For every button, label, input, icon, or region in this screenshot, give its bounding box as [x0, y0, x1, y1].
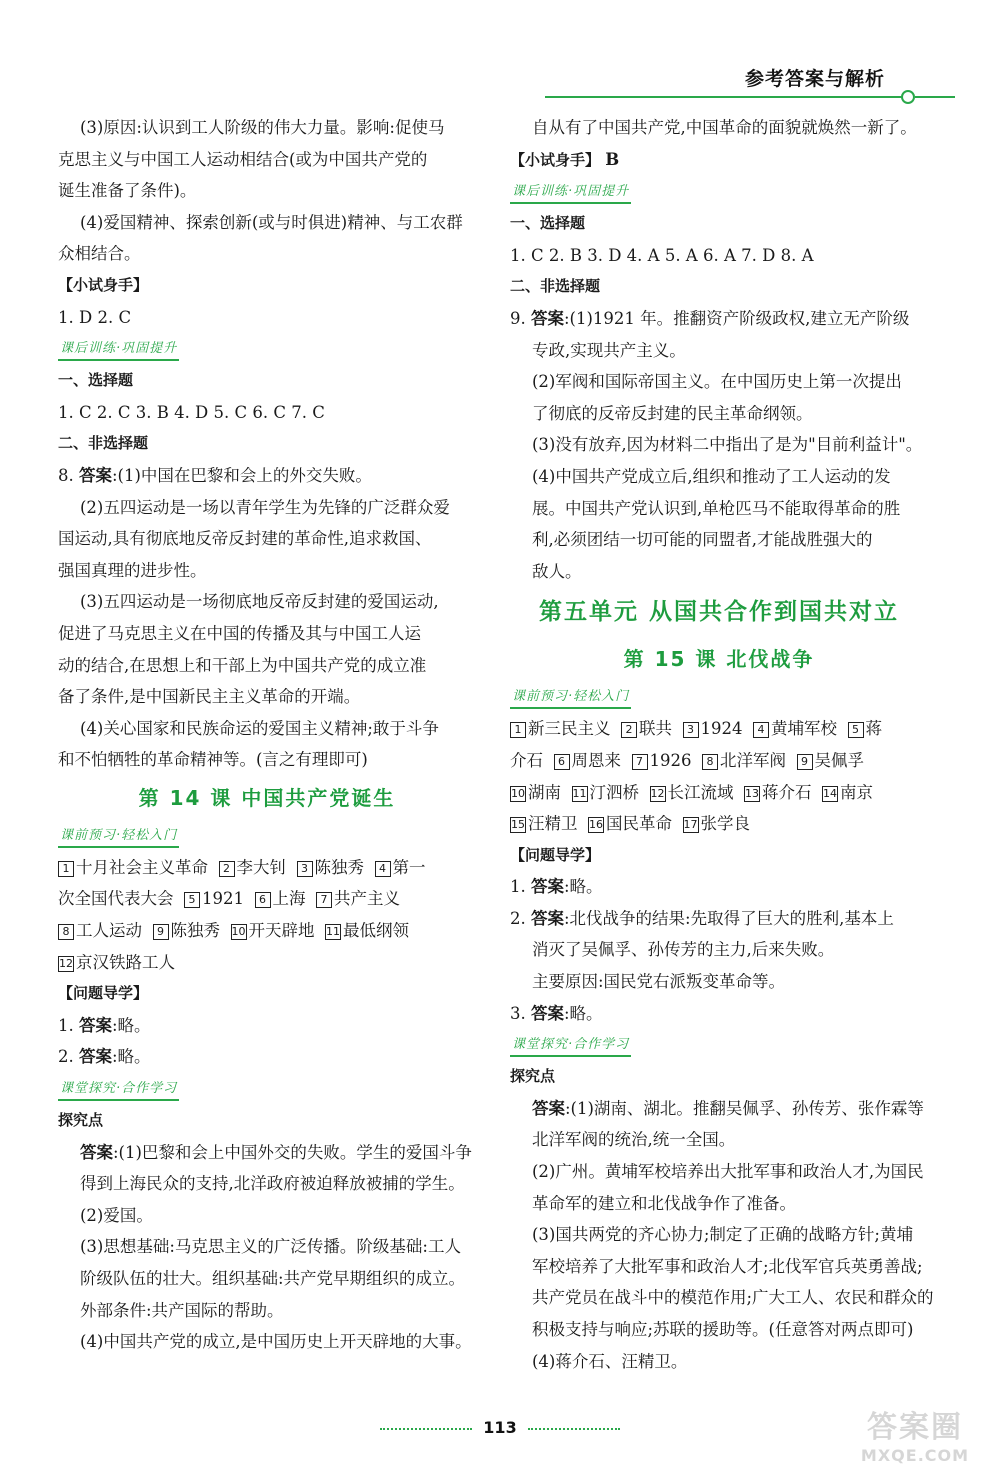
section-label: 一、选择题	[510, 214, 586, 233]
question-number: 8.	[58, 465, 79, 485]
fill-answer: 国民革命	[606, 814, 672, 834]
section-label: 二、非选择题	[58, 434, 149, 453]
text-line: 军校培养了大批军事和政治人才;北伐军官兵英勇善战;	[532, 1256, 923, 1276]
text-line: 促进了马克思主义在中国的传播及其与中国工人运	[58, 623, 421, 643]
answer-word: 答案	[79, 465, 112, 485]
answer-word: 答案	[532, 1098, 565, 1118]
fill-answer: 蒋介石	[762, 782, 812, 802]
footer-dots	[528, 1428, 620, 1430]
text-line: 利,必须团结一切可能的同盟者,才能战胜强大的	[532, 530, 873, 550]
answer-line	[510, 1093, 928, 1125]
text-line: (4)关心国家和民族命运的爱国主义精神;敢于斗争	[80, 718, 439, 738]
answer-text: :(1)湖南、湖北。推翻吴佩孚、孙传芳、张作霖等	[565, 1098, 924, 1118]
number-box: 9	[153, 924, 169, 940]
answer-text: :略。	[564, 877, 603, 897]
text-line: (4)中国共产党成立后,组织和推动了工人运动的发	[532, 466, 891, 486]
fill-answer: 黄埔军校	[771, 719, 837, 739]
number-box: 8	[58, 924, 74, 940]
fill-line	[510, 777, 928, 809]
number-box: 11	[572, 786, 587, 800]
text-line: 众相结合。	[58, 244, 141, 264]
text-line: 北洋军阀的统治,统一全国。	[532, 1130, 736, 1150]
fill-answer: 吴佩孚	[814, 750, 864, 770]
fill-answer: 北洋军阀	[720, 750, 786, 770]
number-box: 6	[255, 892, 271, 908]
text-line: 国运动,具有彻底地反帝反封建的革命性,追求救国、	[58, 529, 432, 549]
answer-text: :(1)中国在巴黎和会上的外交失败。	[112, 465, 372, 485]
section-label: 【小试身手】	[58, 275, 149, 294]
answer-line	[510, 998, 928, 1030]
right-column	[510, 112, 934, 1377]
section-label: 一、选择题	[58, 371, 134, 390]
answer-word: 答案	[80, 1142, 113, 1162]
text-line: (4)爱国精神、探索创新(或与时俱进)精神、与工农群	[80, 212, 463, 232]
number-box: 4	[753, 722, 769, 738]
answer-word: 答案	[531, 1003, 564, 1023]
text-line: 强国真理的进步性。	[58, 560, 207, 580]
number-box: 10	[231, 925, 246, 939]
text-line: 备了条件,是中国新民主主义革命的开端。	[58, 687, 361, 707]
fill-answer: 长江流域	[667, 782, 734, 802]
text-line: 消灭了吴佩孚、孙传芳的主力,后来失败。	[532, 940, 835, 960]
number-box: 3	[297, 861, 313, 877]
number-box: 5	[184, 892, 200, 908]
section-label: 探究点	[510, 1067, 556, 1086]
answer-line	[58, 1010, 476, 1042]
fill-answer: 李大钊	[236, 857, 286, 877]
fill-answer: 开天辟地	[248, 921, 315, 941]
left-column	[58, 112, 476, 1358]
fill-answer: 新三民主义	[528, 719, 611, 739]
answer-line	[510, 303, 928, 335]
answer-line	[510, 144, 928, 177]
text-line: 得到上海民众的支持,北洋政府被迫释放被捕的学生。	[80, 1174, 465, 1194]
text-line: 自从有了中国共产党,中国革命的面貌就焕然一新了。	[532, 118, 917, 137]
section-label: 探究点	[58, 1111, 104, 1130]
text-line: 了彻底的反帝反封建的民主革命纲领。	[532, 403, 813, 423]
answer-text: :略。	[112, 1015, 151, 1035]
fill-answer: 十月社会主义革命	[76, 857, 208, 877]
number-box: 2	[621, 722, 637, 738]
fill-answer: 介石	[510, 750, 543, 770]
fill-line	[58, 883, 476, 915]
question-number: 2.	[510, 908, 531, 928]
fill-answer: 1921	[202, 889, 244, 909]
text-line: 克思主义与中国工人运动相结合(或为中国共产党的	[58, 149, 428, 169]
page-number: 113	[483, 1418, 517, 1437]
answer-word: 答案	[79, 1015, 112, 1035]
text-line: 共产党员在战斗中的模范作用;广大工人、农民和群众的	[532, 1288, 934, 1308]
answer-line: 1. D 2. C	[58, 307, 132, 327]
number-box: 1	[58, 861, 74, 877]
question-number: 9.	[510, 308, 531, 328]
text-line: (3)国共两党的齐心协力;制定了正确的战略方针;黄埔	[532, 1225, 913, 1245]
fill-answer: 次全国代表大会	[58, 889, 174, 909]
fill-answer: 湖南	[528, 782, 561, 802]
header-circle-icon	[901, 90, 915, 104]
answer-word: 答案	[531, 877, 564, 897]
text-line: 阶级队伍的壮大。组织基础:共产党早期组织的成立。	[80, 1269, 466, 1288]
answer-line	[510, 903, 928, 935]
fill-answer: 最低纲领	[343, 921, 409, 941]
header-rule	[545, 96, 905, 98]
section-label: 二、非选择题	[510, 277, 601, 296]
header-title: 参考答案与解析	[744, 68, 885, 90]
fill-line	[510, 808, 928, 840]
answer-text: :(1)巴黎和会上中国外交的失败。学生的爱国斗争	[113, 1142, 472, 1162]
number-box: 2	[219, 861, 235, 877]
number-box: 7	[316, 892, 332, 908]
answer-text: B	[605, 149, 620, 169]
answer-line: 1. C 2. B 3. D 4. A 5. A 6. A 7. D 8. A	[510, 245, 814, 265]
answer-word: 答案	[79, 1047, 112, 1067]
section-tag: 课前预习·轻松入门	[510, 687, 631, 709]
question-number: 3.	[510, 1003, 531, 1023]
section-tag: 课后训练·巩固提升	[510, 182, 631, 204]
answer-line	[58, 1041, 476, 1073]
fill-answer: 上海	[272, 889, 306, 909]
text-line: 诞生准备了条件)。	[58, 181, 197, 201]
number-box: 12	[650, 786, 665, 800]
number-box: 16	[589, 818, 603, 832]
question-number: 1.	[510, 877, 531, 897]
number-box: 15	[511, 818, 525, 832]
fill-line	[58, 915, 476, 947]
number-box: 17	[683, 818, 698, 832]
answer-line	[510, 871, 928, 903]
answer-word: 答案	[531, 908, 564, 928]
question-number: 1.	[58, 1015, 79, 1035]
section-label: 【问题导学】	[510, 845, 601, 864]
fill-answer: 张学良	[700, 814, 750, 834]
fill-answer: 周恩来	[571, 750, 621, 770]
fill-line	[58, 852, 476, 884]
answer-text: :北伐战争的结果:先取得了巨大的胜利,基本上	[564, 908, 894, 928]
text-line: 外部条件:共产国际的帮助。	[80, 1300, 284, 1320]
number-box: 11	[326, 925, 340, 939]
text-line: 敌人。	[532, 561, 582, 581]
watermark-bottom: MXQE.COM	[860, 1446, 970, 1465]
number-box: 12	[59, 956, 73, 970]
question-number: 2.	[58, 1047, 79, 1067]
page-footer	[380, 1414, 620, 1444]
fill-answer: 工人运动	[76, 921, 142, 941]
text-line: (2)军阀和国际帝国主义。在中国历史上第一次提出	[532, 372, 902, 392]
text-line: 专政,实现共产主义。	[532, 340, 686, 360]
section-tag: 课堂探究·合作学习	[58, 1079, 179, 1101]
text-line: (4)中国共产党的成立,是中国历史上开天辟地的大事。	[80, 1332, 472, 1352]
lesson-title: 第 15 课 北伐战争	[623, 647, 815, 672]
fill-answer: 联共	[639, 719, 672, 739]
section-tag: 课堂探究·合作学习	[510, 1035, 631, 1057]
text-line: (3)思想基础:马克思主义的广泛传播。阶级基础:工人	[80, 1237, 461, 1257]
fill-answer: 陈独秀	[314, 857, 364, 877]
number-box: 7	[632, 754, 648, 770]
number-box: 3	[683, 722, 699, 738]
text-line: (2)广州。黄埔军校培养出大批军事和政治人才,为国民	[532, 1162, 924, 1182]
header-rule-tail	[915, 96, 955, 98]
text-line: 展。中国共产党认识到,单枪匹马不能取得革命的胜	[532, 498, 901, 518]
answer-word: 答案	[531, 308, 564, 328]
section-tag: 课后训练·巩固提升	[58, 339, 179, 361]
fill-answer: 京汉铁路工人	[76, 952, 175, 972]
text-line: 主要原因:国民党右派叛变革命等。	[532, 972, 786, 992]
text-line: 和不怕牺牲的革命精神等。(言之有理即可)	[58, 750, 368, 770]
text-line: (3)原因:认识到工人阶级的伟大力量。影响:促使马	[80, 118, 445, 137]
number-box: 4	[375, 861, 391, 877]
fill-answer: 共产主义	[334, 889, 400, 909]
answer-line: 1. C 2. C 3. B 4. D 5. C 6. C 7. C	[58, 402, 325, 422]
fill-answer: 南京	[840, 782, 873, 802]
text-line: 积极支持与响应;苏联的援助等。(任意答对两点即可)	[532, 1320, 914, 1339]
number-box: 9	[797, 754, 813, 770]
answer-text: :(1)1921 年。推翻资产阶级政权,建立无产阶级	[564, 308, 910, 328]
number-box: 10	[511, 786, 525, 800]
text-line: (4)蒋介石、汪精卫。	[532, 1351, 688, 1371]
fill-answer: 1926	[649, 750, 692, 770]
text-line: 革命军的建立和北伐战争作了准备。	[532, 1193, 796, 1213]
number-box: 14	[823, 786, 837, 800]
section-label: 【小试身手】	[510, 150, 601, 169]
footer-dots	[380, 1428, 472, 1430]
watermark-top: 答案圈	[867, 1410, 963, 1445]
answer-text: :略。	[564, 1003, 603, 1023]
text-line: (2)爱国。	[80, 1205, 153, 1225]
number-box: 13	[745, 786, 759, 800]
text-line: 动的结合,在思想上和干部上为中国共产党的成立准	[58, 655, 427, 675]
fill-line	[510, 745, 928, 777]
fill-answer: 汪精卫	[528, 814, 578, 834]
watermark-logo	[845, 1410, 985, 1474]
section-label: 【问题导学】	[58, 984, 149, 1003]
fill-answer: 汀泗桥	[589, 782, 639, 802]
page-header	[545, 58, 955, 102]
fill-answer: 陈独秀	[170, 921, 220, 941]
text-line: (3)五四运动是一场彻底地反帝反封建的爱国运动,	[80, 592, 439, 612]
unit-title: 第五单元 从国共合作到国共对立	[538, 599, 899, 626]
number-box: 6	[554, 754, 570, 770]
answer-text: :略。	[112, 1047, 151, 1067]
fill-line	[510, 713, 928, 745]
section-tag: 课前预习·轻松入门	[58, 826, 179, 848]
number-box: 8	[702, 754, 718, 770]
number-box: 5	[848, 722, 864, 738]
fill-answer: 第一	[392, 857, 426, 877]
answer-line	[58, 460, 476, 492]
fill-answer: 1924	[700, 719, 743, 739]
fill-line	[58, 947, 476, 979]
fill-answer: 蒋	[865, 719, 882, 739]
text-line: (3)没有放弃,因为材料二中指出了是为"目前利益计"。	[532, 435, 923, 455]
lesson-title: 第 14 课 中国共产党诞生	[138, 785, 396, 810]
text-line: (2)五四运动是一场以青年学生为先锋的广泛群众爱	[80, 497, 450, 517]
answer-line	[58, 1137, 476, 1169]
number-box: 1	[510, 722, 526, 738]
